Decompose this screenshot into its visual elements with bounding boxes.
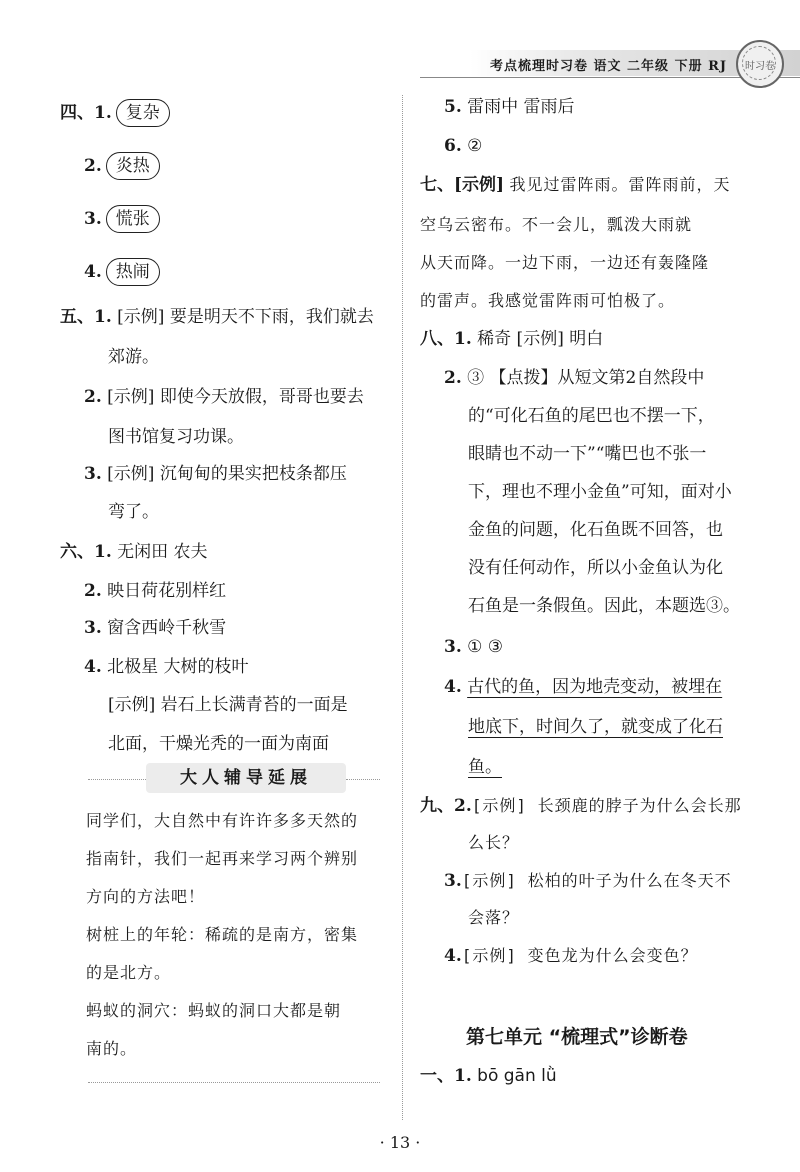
- answer-5-3: 3. [示例] 沉甸甸的果实把枝条都压: [84, 464, 347, 484]
- page-header: [0, 0, 800, 90]
- answer-7-line4: 的雷声。我感觉雷阵雨可怕极了。: [420, 291, 676, 310]
- answer-7: 七、[示例] 我见过雷阵雨。雷阵雨前，天: [420, 175, 731, 195]
- ext-divider-right: [346, 779, 380, 780]
- answer-9-4: 4.[示例] 变色龙为什么会变色？: [444, 946, 698, 966]
- answer-4-4: 4. 热闹: [84, 261, 160, 283]
- answer-6-4-cont: 北面，干燥光秃的一面为南面: [108, 734, 329, 754]
- ext-bottom-divider: [88, 1082, 380, 1083]
- answer-9-3-cont: 会落？: [468, 908, 520, 927]
- answer-4-2: 2. 炎热: [84, 155, 160, 177]
- column-divider: [402, 95, 403, 1120]
- extension-text-4: 树桩上的年轮：稀疏的是南方，密集: [86, 925, 359, 944]
- extension-text-1: 同学们，大自然中有许许多多天然的: [86, 811, 359, 830]
- extension-text-7: 南的。: [86, 1039, 138, 1058]
- answer-9-2: 九、2.[示例] 长颈鹿的脖子为什么会长那: [420, 796, 742, 816]
- answer-4-1: 四、1. 复杂: [60, 102, 170, 124]
- answer-5-2: 2. [示例] 即使今天放假，哥哥也要去: [84, 387, 364, 407]
- answer-8-2-line5: 金鱼的问题，化石鱼既不回答，也: [468, 520, 723, 540]
- unit-title: 第七单元 “梳理式”诊断卷: [466, 1026, 688, 1048]
- answer-5-1-cont: 郊游。: [108, 347, 159, 367]
- answer-5-3-cont: 弯了。: [108, 502, 159, 522]
- answer-8-4-line2: 地底下，时间久了，就变成了化石: [468, 717, 723, 737]
- answer-8-3: 3. ① ③: [444, 637, 504, 657]
- extension-text-3: 方向的方法吧！: [86, 887, 206, 906]
- extension-text-2: 指南针，我们一起再来学习两个辨别: [86, 849, 359, 868]
- answer-5-1: 五、1. [示例] 要是明天不下雨，我们就去: [60, 307, 374, 327]
- page-number: · 13 ·: [379, 1133, 421, 1152]
- answer-6-3: 3. 窗含西岭千秋雪: [84, 618, 227, 638]
- series-logo: 时习卷: [736, 40, 784, 88]
- extension-title: 大人辅导延展: [146, 763, 346, 793]
- answer-8-4-line3: 鱼。: [468, 757, 502, 777]
- answer-4-5: 5. 雷雨中 雷雨后: [444, 97, 575, 117]
- answer-6-1: 六、1. 无闲田 农夫: [60, 542, 208, 562]
- answer-9-3: 3.[示例] 松柏的叶子为什么在冬天不: [444, 871, 732, 891]
- header-title: 考点梳理时习卷 语文 二年级 下册 RJ: [490, 59, 728, 74]
- answer-8-1: 八、1. 稀奇 [示例] 明白: [420, 329, 604, 349]
- extension-text-6: 蚂蚁的洞穴：蚂蚁的洞口大都是朝: [86, 1001, 342, 1020]
- answer-8-2-line2: 的“可化石鱼的尾巴也不摆一下，: [468, 406, 715, 426]
- answer-6-4-example: [示例] 岩石上长满青苔的一面是: [108, 695, 348, 715]
- answer-7-line2: 空乌云密布。不一会儿，瓢泼大雨就: [420, 215, 693, 234]
- answer-6-2: 2. 映日荷花别样红: [84, 581, 227, 601]
- answer-8-2-line6: 没有任何动作，所以小金鱼认为化: [468, 558, 723, 578]
- ext-divider-left: [88, 779, 146, 780]
- answer-8-2-line4: 下，理也不理小金鱼”可知，面对小: [468, 482, 732, 502]
- answer-1-1: 一、1. bō gān lǜ: [420, 1066, 557, 1086]
- answer-7-line3: 从天而降。一边下雨，一边还有轰隆隆: [420, 253, 710, 272]
- answer-5-2-cont: 图书馆复习功课。: [108, 427, 244, 447]
- answer-8-4: 4. 古代的鱼，因为地壳变动，被埋在: [444, 677, 723, 697]
- answer-8-2: 2. ③ 【点拨】从短文第2自然段中: [444, 368, 705, 388]
- answer-8-2-line3: 眼睛也不动一下”“嘴巴也不张一: [468, 444, 707, 464]
- answer-4-3: 3. 慌张: [84, 208, 160, 230]
- answer-9-2-cont: 么长？: [468, 833, 520, 852]
- answer-8-2-line7: 石鱼是一条假鱼。因此，本题选③。: [468, 596, 740, 616]
- extension-text-5: 的是北方。: [86, 963, 172, 982]
- answer-4-6: 6. ②: [444, 136, 483, 156]
- answer-6-4: 4. 北极星 大树的枝叶: [84, 657, 249, 677]
